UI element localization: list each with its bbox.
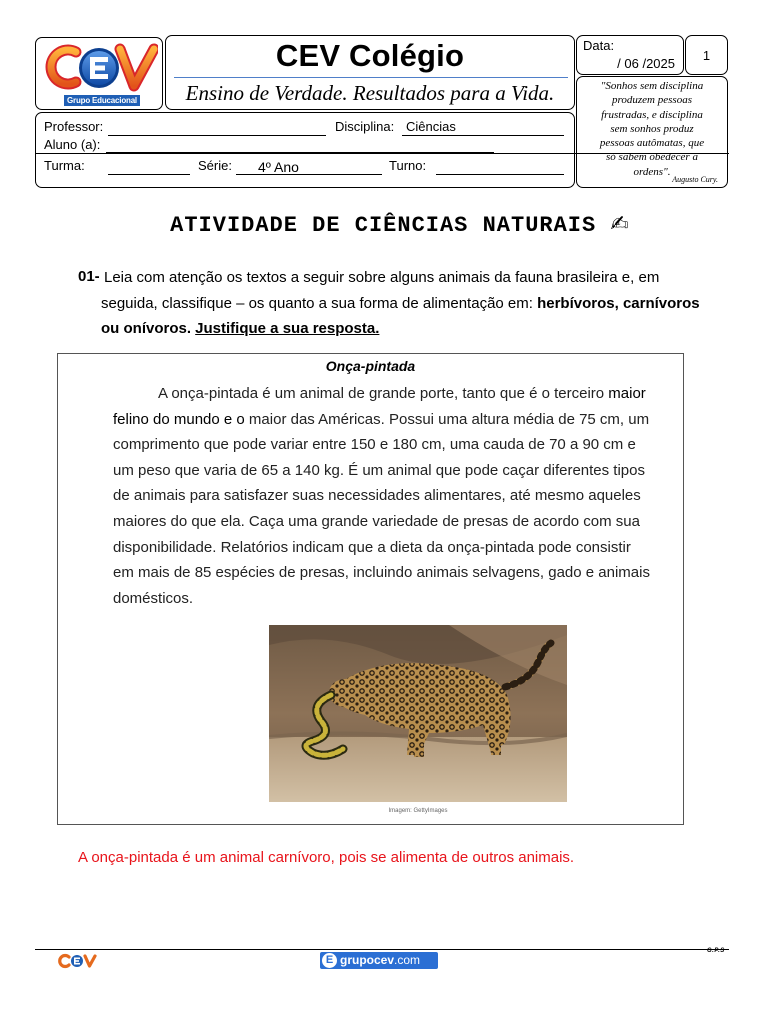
cev-logo-small-icon: [58, 953, 98, 969]
page-number: 1: [702, 48, 711, 63]
quote-line: só sabem obedecer a: [606, 151, 698, 164]
text-fragment: A onça-pintada é um animal de grande porte, tanto que é o terceiro: [158, 385, 609, 402]
site-logo-icon: E: [322, 953, 337, 968]
page-number-box: [685, 35, 728, 75]
disciplina-value: Ciências: [406, 119, 456, 134]
text-line: disponibilidade. Relatórios indicam que a dieta da onça-pintada pode consistir: [113, 538, 631, 556]
text-fragment: maior: [608, 385, 646, 402]
activity-title-text: ATIVIDADE DE CIÊNCIAS NATURAIS: [170, 213, 597, 238]
reading-text-box: [57, 353, 684, 825]
student-answer: A onça-pintada é um animal carnívoro, pois se alimenta de outros animais.: [78, 849, 575, 866]
turno-label: Turno:: [389, 158, 427, 173]
school-motto: Ensino de Verdade. Resultados para a Vida.: [185, 81, 555, 105]
quote-box: [576, 76, 728, 188]
student-info-form: [35, 112, 575, 188]
text-line: maiores do que ela. Caça uma grande variedade de presas de acordo com sua: [113, 512, 640, 530]
question-line-plain: seguida, classifique – os quanto a sua forma de alimentação em:: [101, 294, 538, 312]
activity-title: [0, 212, 768, 238]
quote-line: sem sonhos produz: [610, 122, 694, 135]
school-header: [165, 35, 575, 110]
question-instruction-underlined: Justifique a sua resposta.: [195, 320, 380, 337]
quote-line: produzem pessoas: [612, 94, 692, 107]
reading-text-body: [113, 381, 675, 611]
website-tld: .com: [394, 953, 421, 967]
school-logo: [35, 37, 163, 110]
text-line: de animais para satisfazer suas necessidades alimentares, até mesmo aqueles: [113, 487, 641, 505]
jaguar-photo: [269, 625, 567, 802]
date-label: Data:: [583, 38, 615, 53]
question-line-bold: herbívoros, carnívoros: [537, 294, 700, 312]
title-divider: [174, 77, 568, 78]
question-line: Leia com atenção os textos a seguir sobre alguns animais da fauna brasileira e, em: [104, 269, 660, 286]
header-divider-line: [35, 153, 729, 154]
school-name: CEV Colégio: [275, 38, 465, 73]
footer-divider: [35, 949, 729, 950]
question-line: [101, 316, 731, 342]
text-line: em mais de 85 espécies de presas, incluindo animais selvagens, gado e animais: [113, 564, 650, 582]
quote-line: ordens".: [633, 165, 671, 178]
website-badge[interactable]: [320, 952, 438, 969]
disciplina-field[interactable]: [402, 135, 564, 136]
serie-label: Série:: [198, 158, 232, 173]
quote-author: Augusto Cury.: [672, 175, 718, 184]
logo-tagline: Grupo Educacional: [64, 95, 140, 106]
writing-hand-icon: ✍: [610, 212, 630, 237]
serie-value: 4º Ano: [258, 159, 299, 175]
quote-line: "Sonhos sem disciplina: [600, 80, 704, 92]
date-field: [576, 35, 684, 75]
reading-text-title: Onça-pintada: [325, 358, 416, 374]
text-line: um peso que varia de 65 a 140 kg. É um animal que pode caçar diferentes tipos: [113, 461, 645, 479]
website-url: [340, 952, 420, 969]
aluno-label: Aluno (a):: [44, 137, 101, 152]
turma-field[interactable]: [108, 174, 190, 175]
quote-text: [581, 79, 723, 179]
professor-label: Professor:: [44, 119, 104, 134]
text-line: [113, 381, 675, 407]
turno-field[interactable]: [436, 174, 564, 175]
question-line: [101, 291, 731, 317]
text-line: comprimento que pode variar entre 150 e 180 cm, uma cauda de 70 a 90 cm e: [113, 436, 636, 454]
quote-line: pessoas autômatas, que: [599, 137, 705, 150]
cev-logo-icon: [42, 42, 158, 92]
quote-line: frustradas, e disciplina: [601, 108, 703, 121]
text-line: domésticos.: [113, 589, 194, 607]
date-value: / 06 /2025: [617, 56, 675, 71]
website-name: grupocev: [340, 953, 395, 967]
question-number: 01-: [78, 268, 100, 285]
turma-label: Turma:: [44, 158, 85, 173]
disciplina-label: Disciplina:: [335, 119, 395, 134]
text-fragment: felino do mundo e o: [113, 410, 245, 428]
professor-field[interactable]: [108, 135, 326, 136]
question-text: [101, 265, 731, 342]
question-line-bold: ou onívoros.: [101, 320, 191, 337]
text-line: [113, 407, 675, 433]
footer-signature: G.P.S: [707, 948, 725, 954]
text-fragment: maior das Américas. Possui uma altura média de 75 cm, um: [244, 410, 650, 428]
photo-credit: Imagem: GettyImages: [388, 808, 448, 814]
